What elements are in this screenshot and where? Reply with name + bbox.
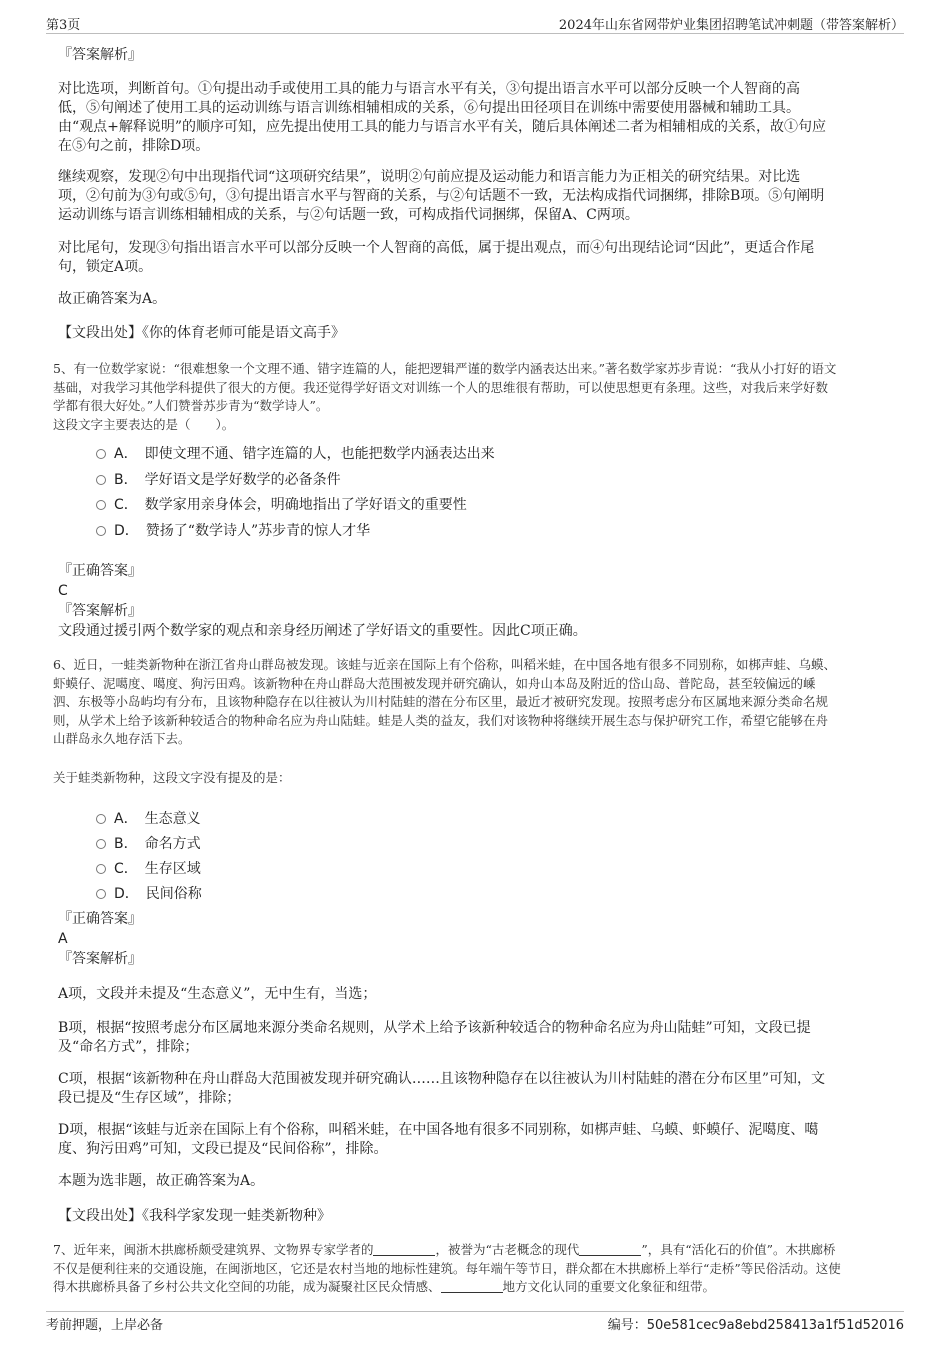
page-number: 第3页: [46, 18, 81, 33]
document-id: 编号：50e581cec9a8ebd258413a1f51d52016: [607, 1318, 904, 1333]
analysis-d: D项，根据“该蛙与近亲在国际上有个俗称，叫稻米蛙，在中国各地有很多不同别称，如梆声蛙、乌蟆、虾蟆仔、泥噶度、噶 度、狗污田鸡”可知，文段已提及“民间俗称”，排除。: [58, 1122, 819, 1157]
radio-icon[interactable]: [96, 889, 106, 899]
answer-value: A: [58, 931, 68, 947]
answer-label: 『正确答案』: [58, 563, 142, 579]
radio-icon[interactable]: [96, 864, 106, 874]
analysis-text: 文段通过援引两个数学家的观点和亲身经历阐述了学好语文的重要性。因此C项正确。: [58, 623, 587, 639]
conclusion: 本题为选非题，故正确答案为A。: [58, 1173, 265, 1189]
option-a[interactable]: A． 即使文理不通、错字连篇的人，也能把数学内涵表达出来: [96, 443, 495, 463]
analysis-label: 『答案解析』: [58, 951, 142, 967]
option-d[interactable]: D． 赞扬了“数学诗人”苏步青的惊人才华: [96, 520, 370, 540]
paragraph: 对比尾句，发现③句指出语言水平可以部分反映一个人智商的高低，属于提出观点，而④句出现结论词“因此”，更适合作尾 句，锁定A项。: [58, 240, 815, 275]
option-c[interactable]: C． 生存区域: [96, 858, 201, 878]
option-b[interactable]: B． 命名方式: [96, 833, 201, 853]
paragraph: 继续观察，发现②句中出现指代词“这项研究结果”，说明②句前应提及运动能力和语言能力为正相关的研究结果。对比选 项，②句前为③句或⑤句，③句提出语言水平与智商的关系，与②句话题不一致，无法构成指代词捆绑，排除B项。⑤句阐明 运动训练与语言训练相辅相成的关系，与②句话题一致，可构成指代词捆绑，保留A、C两项。: [58, 169, 825, 223]
option-d[interactable]: D． 民间俗称: [96, 883, 202, 903]
header-divider: [46, 33, 904, 34]
fill-blank[interactable]: [373, 1243, 435, 1256]
section-label: 『答案解析』: [58, 47, 142, 63]
document-title: 2024年山东省网带炉业集团招聘笔试冲刺题（带答案解析）: [558, 18, 904, 33]
option-b[interactable]: B． 学好语文是学好数学的必备条件: [96, 469, 341, 489]
radio-icon[interactable]: [96, 526, 106, 536]
analysis-a: A项，文段并未提及“生态意义”，无中生有，当选；: [58, 986, 377, 1002]
option-c[interactable]: C． 数学家用亲身体会，明确地指出了学好语文的重要性: [96, 494, 467, 514]
analysis-label: 『答案解析』: [58, 603, 142, 619]
answer-label: 『正确答案』: [58, 911, 142, 927]
conclusion: 故正确答案为A。: [58, 291, 167, 307]
radio-icon[interactable]: [96, 500, 106, 510]
radio-icon[interactable]: [96, 475, 106, 485]
analysis-c: C项，根据“该新物种在舟山群岛大范围被发现并研究确认……且该物种隐存在以往被认为川村陆蛙的潜在分布区里”可知，文 段已提及“生存区域”，排除；: [58, 1071, 826, 1106]
question-stem: 5、有一位数学家说：“很难想象一个文理不通、错字连篇的人，能把逻辑严谨的数学内涵表达出来。”著名数学家苏步青说：“我从小打好的语文 基础，对我学习其他学科提供了很大的方便。我还觉得学好语文对训练一个人的思维很有帮助，可以使思想更有条理。这些，对我后来学好数 学都有很大好处。”人们赞誉苏步青为“数学诗人”。 这段文字主要表达的是（ ）。: [53, 361, 837, 432]
analysis-b: B项，根据“按照考虑分布区属地来源分类命名规则，从学术上给予该新种较适合的物种命名应为舟山陆蛙”可知，文段已提 及“命名方式”，排除；: [58, 1020, 811, 1055]
question-stem: 6、近日，一蛙类新物种在浙江省舟山群岛被发现。该蛙与近亲在国际上有个俗称，叫稻米蛙，在中国各地有很多不同别称，如梆声蛙、乌蟆、 虾蟆仔、泥噶度、噶度、狗污田鸡。该新物种在舟山群岛大范围被发现并研究确认，如舟山本岛及附近的岱山岛、普陀岛，甚至较偏远的嵊 泗、东极等小岛屿均有分布，且该物种隐存在以往被认为川村陆蛙的潜在分布区里，最近才被研究发现。按照考虑分布区属地来源分类命名规 则，从学术上给予该新种较适合的物种命名应为舟山陆蛙。蛙是人类的益友，我们对该物种将继续开展生态与保护研究工作，希望它能够在舟 山群岛永久地存活下去。: [53, 657, 836, 746]
radio-icon[interactable]: [96, 449, 106, 459]
fill-blank[interactable]: [441, 1280, 503, 1293]
option-a[interactable]: A． 生态意义: [96, 808, 201, 828]
footer-divider: [46, 1311, 904, 1312]
footer-slogan: 考前押题，上岸必备: [46, 1318, 164, 1333]
fill-blank[interactable]: [579, 1243, 641, 1256]
answer-value: C: [58, 583, 68, 599]
source: 【文段出处】《我科学家发现一蛙类新物种》: [58, 1208, 331, 1224]
question-stem: 7、近年来，闽浙木拱廊桥颇受建筑界、文物界专家学者的 ，被誉为“古老概念的现代 ”，具有“活化石的价值”。木拱廊桥 不仅是便利往来的交通设施，在闽浙地区，它还是农村当地的地标性建筑。每年端午等节日，群众都在木拱廊桥上举行“走桥”等民俗活动。这使 得木拱廊桥具备了乡村公共文化空间的功能，成为凝聚社区民众情感、 地方文化认同的重要文化象征和纽带。: [53, 1242, 841, 1294]
source: 【文段出处】《你的体育老师可能是语文高手》: [58, 325, 345, 341]
radio-icon[interactable]: [96, 839, 106, 849]
question-prompt: 关于蛙类新物种，这段文字没有提及的是：: [53, 770, 291, 785]
radio-icon[interactable]: [96, 814, 106, 824]
paragraph: 对比选项，判断首句。①句提出动手或使用工具的能力与语言水平有关，③句提出语言水平可以部分反映一个人智商的高 低，⑤句阐述了使用工具的运动训练与语言训练相辅相成的关系，⑥句提出田径项目在训练中需要使用器械和辅助工具。 由“观点+解释说明”的顺序可知，应先提出使用工具的能力与语言水平有关，随后具体阐述二者为相辅相成的关系，故①句应 在⑤句之前，排除D项。: [58, 81, 827, 154]
